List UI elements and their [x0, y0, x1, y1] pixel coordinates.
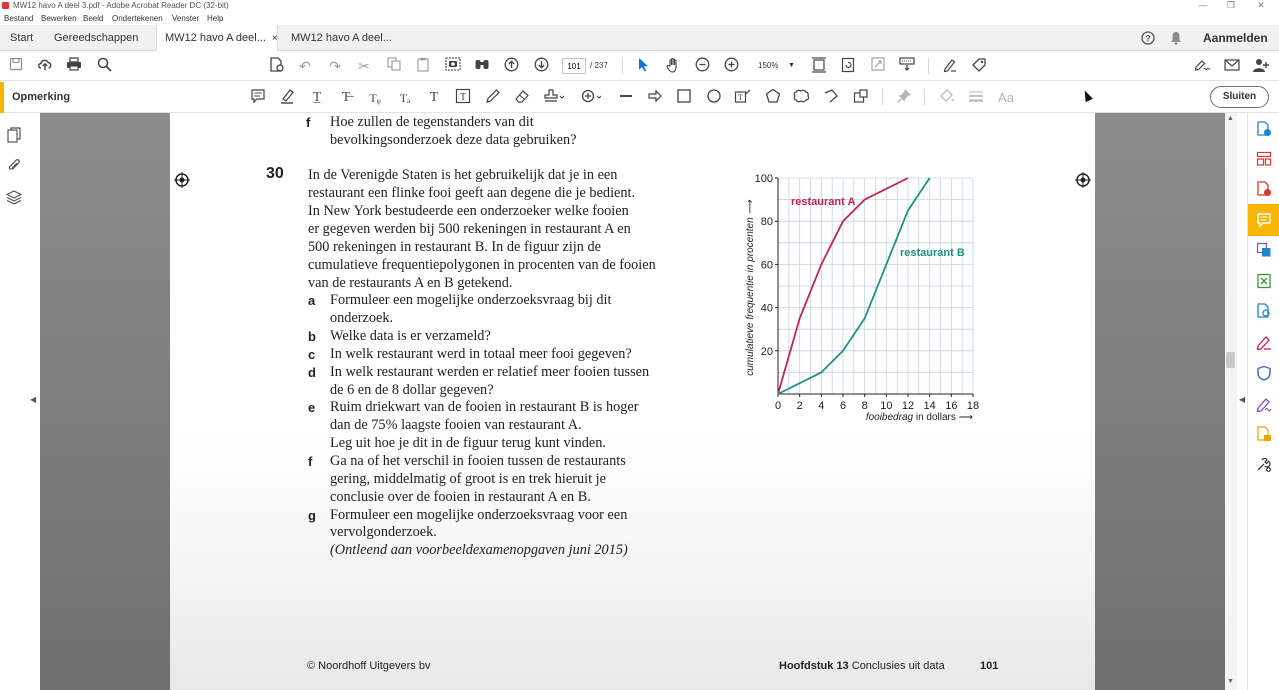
- zoom-select[interactable]: [752, 58, 798, 74]
- footer-chapter-number: Hoofdstuk 13: [779, 660, 849, 672]
- help-icon[interactable]: [1141, 25, 1155, 51]
- item-line: Leg uit hoe je dit in de figuur terug kunt vinden.: [330, 435, 606, 451]
- attach-file-icon[interactable]: [579, 88, 605, 108]
- tab-close-icon[interactable]: ×: [271, 33, 278, 44]
- item-letter: a: [308, 293, 316, 308]
- attachment-icon[interactable]: [6, 158, 22, 174]
- add-user-icon[interactable]: [1252, 57, 1270, 75]
- item-line: Ruim driekwart van de fooien in restaurant B is hoger: [330, 399, 639, 415]
- polygon-line-icon[interactable]: [821, 88, 841, 108]
- create-pdf-icon[interactable]: [1255, 181, 1273, 199]
- sticky-note-icon[interactable]: [248, 88, 268, 108]
- export-pdf-icon[interactable]: [1255, 121, 1273, 139]
- question-number: 30: [266, 165, 284, 182]
- pages-icon[interactable]: [6, 127, 22, 143]
- undo-icon[interactable]: ↶: [299, 58, 311, 74]
- intro-line: 500 rekeningen in restaurant B. In de figuur zijn de: [308, 239, 601, 255]
- source-citation: (Ontleend aan voorbeeldexamenopgaven juni 2015): [330, 542, 628, 558]
- fill-color-icon[interactable]: [937, 88, 957, 108]
- chart-tick-labels: [755, 173, 979, 412]
- binoculars-icon[interactable]: [473, 57, 491, 75]
- footer-copyright: © Noordhoff Uitgevers bv: [307, 660, 431, 672]
- svg-text:?: ?: [1145, 33, 1151, 44]
- intro-line: er gegeven werden bij 500 rekeningen in restaurant A en: [308, 221, 631, 237]
- toolbar-divider: [928, 58, 929, 74]
- tab-tools-label: Gereedschappen: [54, 32, 139, 44]
- svg-text:T: T: [738, 93, 743, 102]
- oval-tool-icon[interactable]: [704, 88, 724, 108]
- zoom-out-icon[interactable]: [693, 57, 711, 75]
- item-letter: f: [306, 115, 311, 130]
- main-toolbar: [0, 51, 1279, 81]
- menu-venster[interactable]: Venster: [172, 14, 200, 23]
- mail-icon[interactable]: [1223, 57, 1241, 75]
- more-tools-icon[interactable]: [1255, 457, 1273, 475]
- minimize-button[interactable]: —: [1198, 0, 1208, 10]
- redo-icon[interactable]: ↷: [329, 58, 341, 74]
- upload-cloud-icon[interactable]: [36, 57, 54, 75]
- pin-icon[interactable]: [894, 88, 914, 108]
- x-tick-label: 0: [774, 400, 782, 412]
- highlighter-icon[interactable]: [277, 88, 297, 108]
- toolbar-divider: [924, 89, 925, 105]
- comment-toolbar-title: Opmerking: [12, 91, 71, 103]
- tab-document-2-label: MW12 havo A deel...: [291, 32, 392, 44]
- intro-line: restaurant een flinke fooi geeft aan degene die je bedient.: [308, 185, 636, 201]
- item-line: gering, middelmatig of groot is en trek hieruit je: [330, 471, 606, 487]
- rotate-icon[interactable]: [839, 57, 857, 75]
- intro-line: cumulatieve frequentiepolygonen in procenten van de fooien: [308, 257, 656, 273]
- cumulative-frequency-chart: [735, 168, 985, 433]
- window-title: MW12 havo A deel 3.pdf - Adobe Acrobat Reader DC (32-bit): [13, 1, 229, 10]
- x-axis-label-italic: fooibedrag: [865, 412, 914, 423]
- tab-document-2[interactable]: [283, 25, 400, 51]
- item-line: In welk restaurant werd in totaal meer fooi gegeven?: [330, 346, 632, 362]
- item-line: conclusie over de fooien in restaurant A en B.: [330, 489, 591, 505]
- comment-accent-bar: [0, 82, 4, 113]
- paste-icon[interactable]: [414, 57, 432, 75]
- toolbar-divider: [882, 89, 883, 105]
- fit-page-icon[interactable]: [810, 57, 828, 75]
- file-settings-icon[interactable]: [268, 57, 286, 75]
- protect-shield-icon[interactable]: [1255, 365, 1273, 383]
- chart-grid: [778, 178, 973, 394]
- add-text-icon[interactable]: T: [429, 90, 439, 105]
- page-total: / 237: [590, 61, 608, 70]
- y-axis-label: cumulatieve frequentie in procenten ⟶: [745, 200, 756, 376]
- snapshot-icon[interactable]: [444, 57, 462, 75]
- text-callout-icon[interactable]: [733, 88, 753, 108]
- comment-tool-icon[interactable]: [1248, 204, 1279, 236]
- x-tick-label: 2: [796, 400, 803, 412]
- line-tool-icon[interactable]: [616, 88, 636, 108]
- zoom-in-icon[interactable]: [722, 57, 740, 75]
- layers-icon[interactable]: [6, 189, 22, 205]
- item-line: Welke data is er verzameld?: [330, 328, 491, 344]
- x-tick-label: 14: [923, 400, 936, 412]
- item-line: de 6 en de 8 dollar gegeven?: [330, 382, 494, 398]
- y-tick-label: 40: [760, 302, 773, 315]
- menu-ondertekenen[interactable]: Ondertekenen: [112, 14, 163, 23]
- vertical-scrollbar[interactable]: [1225, 113, 1237, 690]
- collapse-right-panel-icon[interactable]: ◀: [1239, 395, 1246, 404]
- close-window-button[interactable]: ✕: [1257, 0, 1265, 10]
- full-screen-icon[interactable]: [869, 57, 887, 75]
- x-tick-label: 4: [818, 400, 825, 412]
- x-tick-label: 6: [839, 400, 847, 412]
- scroll-mode-icon[interactable]: [898, 57, 916, 75]
- stamp-icon[interactable]: [542, 88, 568, 108]
- right-tools-panel: [1247, 113, 1279, 690]
- acrobat-app-icon: [2, 2, 9, 9]
- excel-export-icon[interactable]: [1255, 273, 1273, 291]
- request-signature-icon[interactable]: [1255, 396, 1273, 414]
- prev-item-line: bevolkingsonderzoek deze data gebruiken?: [330, 132, 577, 148]
- fill-sign-icon[interactable]: [1255, 334, 1273, 352]
- x-axis-label: [866, 412, 973, 423]
- link-sign-icon[interactable]: [1193, 57, 1211, 75]
- sign-in-button[interactable]: Aanmelden: [1203, 31, 1268, 45]
- x-tick-label: 8: [861, 400, 868, 412]
- save-icon[interactable]: [7, 57, 25, 75]
- tab-start-label: Start: [10, 32, 34, 44]
- scroll-down-icon[interactable]: ▼: [1227, 678, 1234, 685]
- underline-text-icon[interactable]: T̲: [312, 90, 322, 105]
- y-tick-label: 60: [760, 259, 773, 272]
- zoom-value: 150%: [758, 61, 779, 70]
- text-box-icon[interactable]: [453, 88, 473, 108]
- polygon-tool-icon[interactable]: [763, 88, 783, 108]
- intro-line: In de Verenigde Staten is het gebruikelijk dat je in een: [308, 167, 618, 183]
- item-letter: f: [308, 454, 313, 469]
- tab-bar: [0, 25, 1279, 51]
- collapse-left-panel-icon[interactable]: ◀: [30, 395, 37, 404]
- print-icon[interactable]: [65, 57, 83, 75]
- svg-text:T: T: [459, 92, 467, 103]
- y-tick-label: 80: [760, 216, 773, 229]
- item-line: vervolgonderzoek.: [330, 524, 437, 540]
- previous-page-icon[interactable]: [502, 57, 520, 75]
- share-tag-icon[interactable]: [970, 57, 988, 75]
- line-weight-icon[interactable]: [966, 88, 986, 108]
- item-line: dan de 75% laagste fooien van restaurant A.: [330, 417, 582, 433]
- x-tick-label: 18: [966, 400, 980, 412]
- hand-tool-icon[interactable]: [664, 57, 682, 75]
- x-axis-label-rest: in dollars ⟶: [913, 412, 973, 423]
- pdf-page: [170, 113, 1095, 690]
- toolbar-divider: [622, 58, 623, 74]
- draw-box-icon[interactable]: [851, 88, 871, 108]
- intro-line: In New York bestudeerde een onderzoeker welke fooien: [308, 203, 629, 219]
- x-tick-label: 12: [901, 400, 915, 412]
- x-tick-label: 16: [945, 400, 958, 412]
- select-cursor-icon[interactable]: [634, 57, 652, 75]
- y-tick-label: 100: [754, 173, 773, 185]
- close-comment-button[interactable]: Sluiten: [1210, 86, 1269, 108]
- cloud-tool-icon[interactable]: [792, 88, 812, 108]
- eraser-icon[interactable]: [512, 88, 532, 108]
- item-line: onderzoek.: [330, 310, 394, 326]
- bell-icon[interactable]: [1170, 25, 1182, 51]
- chart-axes: [775, 178, 973, 397]
- organize-pages-icon[interactable]: [1255, 151, 1273, 169]
- replace-text-icon[interactable]: Tᵩ: [369, 91, 381, 105]
- font-size-icon[interactable]: Aa: [998, 90, 1014, 105]
- menu-help[interactable]: Help: [207, 14, 224, 23]
- item-line: Ga na of het verschil in fooien tussen de restaurants: [330, 453, 626, 469]
- footer-chapter-title: Conclusies uit data: [851, 660, 945, 672]
- item-line: Formuleer een mogelijke onderzoeksvraag voor een: [330, 507, 628, 523]
- scrollbar-thumb[interactable]: [1226, 352, 1235, 368]
- sign-pen-icon[interactable]: [941, 57, 959, 75]
- tab-tools[interactable]: [46, 25, 146, 51]
- page-number-input[interactable]: [562, 58, 586, 74]
- rectangle-tool-icon[interactable]: [674, 88, 694, 108]
- arrow-tool-icon[interactable]: [645, 88, 665, 108]
- tab-document-1-label: MW12 havo A deel...: [165, 32, 266, 44]
- item-letter: e: [308, 400, 316, 415]
- search-icon[interactable]: [95, 57, 113, 75]
- insert-text-icon[interactable]: Tₐ: [399, 91, 411, 105]
- restore-button[interactable]: ❐: [1226, 0, 1236, 10]
- copy-icon[interactable]: [385, 57, 403, 75]
- menu-bewerken[interactable]: Bewerken: [41, 14, 77, 23]
- y-tick-label: 20: [760, 345, 773, 358]
- chevron-down-icon: ▼: [788, 62, 795, 69]
- prev-item-line: Hoe zullen de tegenstanders van dit: [330, 114, 534, 130]
- menu-beeld[interactable]: Beeld: [83, 14, 104, 23]
- combine-files-icon[interactable]: [1255, 242, 1273, 260]
- item-letter: b: [308, 329, 316, 344]
- tab-document-1[interactable]: [156, 25, 278, 52]
- item-letter: d: [308, 365, 316, 380]
- menu-bar: [0, 12, 1279, 25]
- title-bar: [0, 0, 1279, 12]
- crosshair-target-icon[interactable]: [174, 172, 190, 188]
- prepare-form-icon[interactable]: [1255, 426, 1273, 444]
- series-label-restaurant-a: restaurant A: [791, 196, 856, 208]
- strikethrough-icon[interactable]: T̶: [341, 90, 351, 105]
- scroll-up-icon[interactable]: ▲: [1227, 115, 1234, 122]
- scan-ocr-icon[interactable]: [1255, 303, 1273, 321]
- x-tick-label: 10: [880, 400, 893, 412]
- crosshair-target-icon[interactable]: [1075, 172, 1091, 188]
- item-line: Formuleer een mogelijke onderzoeksvraag bij dit: [330, 292, 612, 308]
- item-letter: c: [308, 347, 316, 362]
- footer-page-number: 101: [980, 660, 999, 672]
- item-line: In welk restaurant werden er relatief meer fooien tussen: [330, 364, 650, 380]
- scissors-icon[interactable]: ✂: [358, 58, 370, 74]
- pencil-icon[interactable]: [483, 88, 503, 108]
- series-label-restaurant-b: restaurant B: [900, 247, 965, 259]
- tab-start[interactable]: [2, 25, 41, 51]
- intro-line: van de restaurants A en B getekend.: [308, 275, 513, 291]
- item-letter: g: [308, 508, 316, 523]
- menu-bestand[interactable]: Bestand: [4, 14, 34, 23]
- next-page-icon[interactable]: [532, 57, 550, 75]
- footer-chapter: [779, 660, 945, 672]
- left-nav-pane: [0, 113, 28, 690]
